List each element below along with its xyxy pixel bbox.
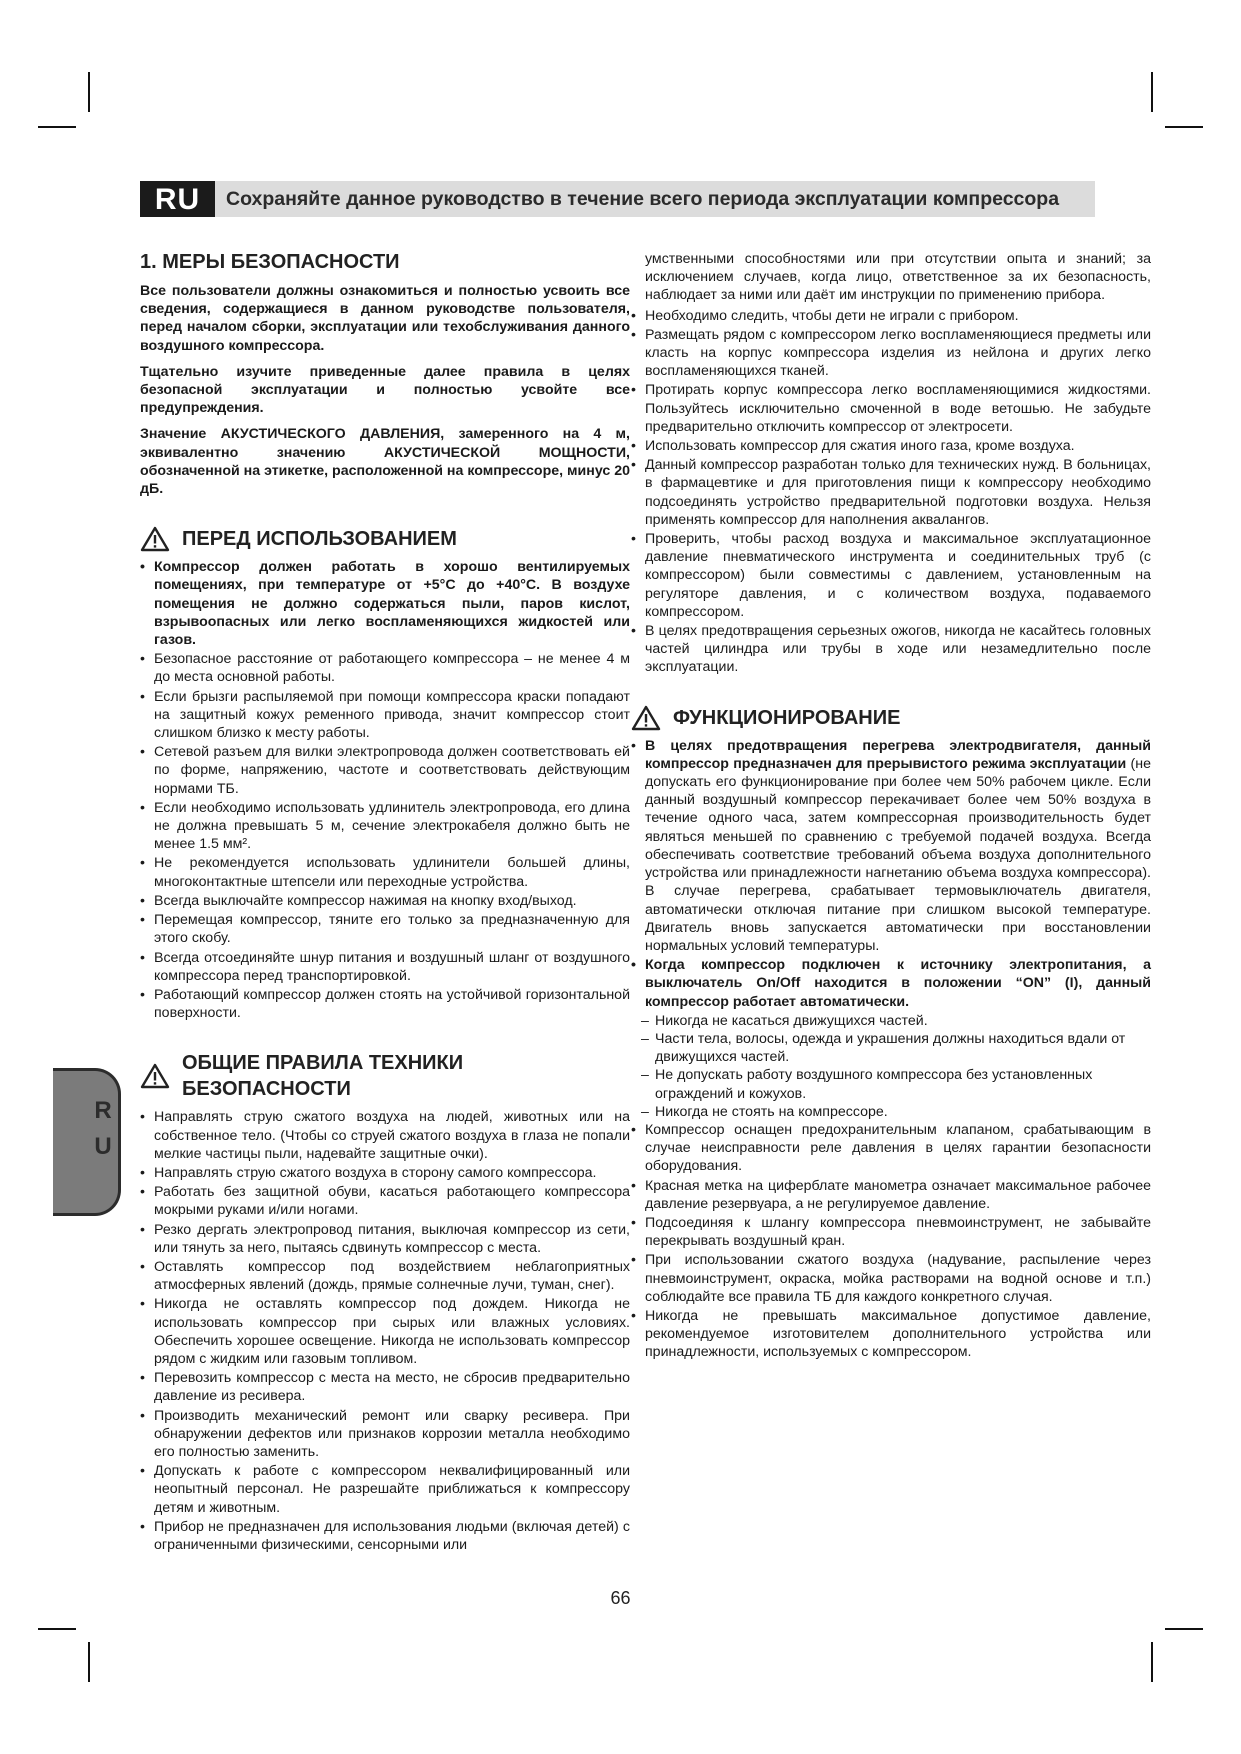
list-item: • Красная метка на циферблате манометра означает максимальное рабочее давление резервуара, а не регулируемое давление. — [631, 1177, 1151, 1213]
warning-icon — [631, 705, 661, 731]
operation-section — [631, 705, 1151, 1362]
list-item — [631, 737, 1151, 955]
list-item: • Компрессор должен работать в хорошо вентилируемых помещениях, при температуре от +5°C до +40°C. В воздухе помещения не должно содержаться пыли, паров кислот, взрывоопасных или легко воспламеняющихся жидкостей или газов. — [140, 558, 630, 649]
list-item: • Прибор не предназначен для использования людьми (включая детей) с ограниченными физическими, сенсорными или — [140, 1518, 630, 1554]
general-rules-list-continued — [631, 307, 1151, 677]
continuation-text: умственными способностями или при отсутствии опыта и знаний; за исключением случаев, когда лицо, ответственное за их безопасность, наблюдает за ними или даёт им инструкции по применению прибора. — [645, 251, 1151, 304]
crop-mark — [38, 126, 76, 128]
general-rules-title: ОБЩИЕ ПРАВИЛА ТЕХНИКИ БЕЗОПАСНОСТИ — [182, 1052, 464, 1101]
list-item: • Оставлять компрессор под воздействием неблагоприятных атмосферных явлений (дождь, прямые солнечные лучи, туман, снег). — [140, 1258, 630, 1294]
crop-mark — [38, 1628, 76, 1630]
list-item: • Не рекомендуется использовать удлинители большей длины, многоконтактные штепсели или переходные устройства. — [140, 854, 630, 890]
crop-mark — [1165, 1628, 1203, 1630]
operation-item-text: (не допускать его функционирование при более чем 50% рабочем цикле. Если данный воздушный компрессор перекачивает более чем 50% воздуха в течение одного часа, затем компрессорная производительность будет являться меньшей по сравнению с требуемой подачей воздуха. Всегда обеспечивать соответствие требований объема воздуха дополнительного устройства или принадлежности нагнетанию объема воздуха компрессора). В случае перегрева, срабатывает термовыключатель двигателя, автоматически отключая питание при слишком высокой температуре. Двигатель вновь запускается автоматически при восстановлении нормальных условий температуры. — [645, 755, 1151, 954]
language-tag: RU — [140, 181, 215, 217]
list-item: • Подсоединяя к шлангу компрессора пневмоинструмент, не забывайте перекрывать воздушный кран. — [631, 1214, 1151, 1250]
list-item: • Протирать корпус компрессора легко воспламеняющимися жидкостями. Пользуйтесь исключительно смоченной в воде ветошью. Не забудьте предварительно отключить компрессор от электросети. — [631, 381, 1151, 436]
operation-list-2 — [631, 1121, 1151, 1362]
dash-item: – Не допускать работу воздушного компрессора без установленных ограждений и кожухов. — [641, 1066, 1151, 1102]
crop-mark — [1151, 1642, 1153, 1682]
list-item: • Безопасное расстояние от работающего компрессора – не менее 4 м до места основной работы. — [140, 650, 630, 686]
list-item: • Сетевой разъем для вилки электропровода должен соответствовать ей по форме, напряжению, частоте и соответствовать действующим нормами ТБ. — [140, 743, 630, 798]
list-item: • Производить механический ремонт или сварку ресивера. При обнаружении дефектов или признаков коррозии металла необходимо его полностью заменить. — [140, 1407, 630, 1462]
list-item: • Данный компрессор разработан только для технических нужд. В больницах, в фармацевтике и для приготовления пищи к компрессору необходимо подсоединять устройство предварительной подготовки воздуха. Нельзя применять компрессор для наполнения аквалангов. — [631, 456, 1151, 529]
general-rules-heading — [140, 1050, 630, 1102]
right-column — [631, 250, 1151, 1363]
dash-item: – Никогда не стоять на компрессоре. — [641, 1103, 1151, 1121]
warning-icon — [140, 526, 170, 552]
side-language-tab — [53, 1068, 121, 1216]
header-bar — [140, 181, 1095, 217]
list-item: • Если необходимо использовать удлинитель электропровода, его длина не должна превышать 5 м, сечение электрокабеля должно быть не менее 1.5 мм². — [140, 799, 630, 854]
list-item: • Компрессор оснащен предохранительным клапаном, срабатывающим в случае неисправности реле давления в целях гарантии безопасности оборудования. — [631, 1121, 1151, 1176]
safety-intro-2: Тщательно изучите приведенные далее правила в целях безопасной эксплуатации и полностью усвойте все предупреждения. — [140, 363, 630, 417]
warning-icon — [140, 1063, 170, 1089]
list-item: • Необходимо следить, чтобы дети не играли с прибором. — [631, 307, 1151, 325]
safety-intro-1: Все пользователи должны ознакомиться и полностью усвоить все сведения, содержащиеся в данном руководстве пользователя, перед началом сборки, эксплуатации или техобслуживания данного воздушного компрессора. — [140, 283, 630, 354]
list-item: • Проверить, чтобы расход воздуха и максимальное эксплуатационное давление пневматического инструмента и соединительных труб (с компрессором) были совместимы с давлением, установленным на регуляторе давления, и с количеством воздуха, подаваемого компрессором. — [631, 530, 1151, 621]
side-tab-letter: R — [94, 1097, 112, 1124]
side-tab-letter: U — [94, 1133, 112, 1160]
page-number: 66 — [610, 1588, 631, 1608]
header-title: Сохраняйте данное руководство в течение всего периода эксплуатации компрессора — [226, 188, 1060, 210]
before-use-title: ПЕРЕД ИСПОЛЬЗОВАНИЕМ — [182, 528, 457, 551]
list-item: • Использовать компрессор для сжатия иного газа, кроме воздуха. — [631, 437, 1151, 455]
dash-item: – Части тела, волосы, одежда и украшения должны находиться вдали от движущихся частей. — [641, 1030, 1151, 1066]
safety-intro-3: Значение АКУСТИЧЕСКОГО ДАВЛЕНИЯ, замеренного на 4 м, эквивалентно значению АКУСТИЧЕСКОЙ МОЩНОСТИ, обозначенной на этикетке, расположенной на компрессоре, минус 20 дБ. — [140, 426, 630, 498]
list-item: • В целях предотвращения серьезных ожогов, никогда не касайтесь головных частей цилиндра или трубы в ходе или незамедлительно после эксплуатации. — [631, 622, 1151, 677]
list-item: • Перемещая компрессор, тяните его только за предназначенную для этого скобу. — [140, 911, 630, 947]
list-item: • Никогда не оставлять компрессор под дождем. Никогда не использовать компрессор при сырых или влажных условиях. Обеспечить хорошее освещение. Никогда не использовать компрессор рядом с жидким или газовым топливом. — [140, 1295, 630, 1368]
list-item: • Когда компрессор подключен к источнику электропитания, а выключатель On/Off находится в положении “ON” (I), данный компрессор работает автоматически. — [631, 956, 1151, 1011]
crop-mark — [1151, 72, 1153, 112]
before-use-heading — [140, 526, 630, 552]
dash-item: – Никогда не касаться движущихся частей. — [641, 1012, 1151, 1030]
operation-dash-list — [641, 1012, 1151, 1121]
list-item: • Перевозить компрессор с места на место, не сбросив предварительно давление из ресивера. — [140, 1369, 630, 1405]
list-item: • Работающий компрессор должен стоять на устойчивой горизонтальной поверхности. — [140, 986, 630, 1022]
list-item: • При использовании сжатого воздуха (надувание, распыление через пневмоинструмент, окраска, мойка растворами на водной основе и т.п.) соблюдайте все правила ТБ для каждого конкретного случая. — [631, 1251, 1151, 1306]
list-item: • Никогда не превышать максимальное допустимое давление, рекомендуемое изготовителем дополнительного устройства или принадлежности, используемых с компрессором. — [631, 1307, 1151, 1362]
list-item: • Допускать к работе с компрессором неквалифицированный или неопытный персонал. Не разрешайте приближаться к компрессору детям и животным. — [140, 1462, 630, 1517]
list-item: • Резко дергать электропровод питания, выключая компрессор из сети, или тянуть за него, пытаясь сдвинуть компрессор с места. — [140, 1221, 630, 1257]
list-item: • Размещать рядом с компрессором легко воспламеняющиеся предметы или класть на корпус компрессора изделия из нейлона и других легко воспламеняющихся тканей. — [631, 326, 1151, 381]
operation-item-bold: В целях предотвращения перегрева электродвигателя, данный компрессор предназначен для прерывистого режима эксплуатации — [645, 737, 1151, 772]
operation-title: ФУНКЦИОНИРОВАНИЕ — [673, 706, 901, 729]
crop-mark — [1165, 126, 1203, 128]
crop-mark — [88, 1642, 90, 1682]
list-item: • Если брызги распыляемой при помощи компрессора краски попадают на защитный кожух ременного привода, значит компрессор стоит слишком близко к месту работы. — [140, 688, 630, 743]
list-item: • Направлять струю сжатого воздуха на людей, животных или на собственное тело. (Чтобы со струей сжатого воздуха в глаза не попали мелкие частицы пыли, надевайте защитные очки). — [140, 1108, 630, 1163]
list-item: • Всегда отсоединяйте шнур питания и воздушный шланг от воздушного компрессора перед транспортировкой. — [140, 949, 630, 985]
general-rules-list — [140, 1108, 630, 1554]
list-item: • Всегда выключайте компрессор нажимая на кнопку вход/выход. — [140, 892, 630, 910]
operation-list — [631, 737, 1151, 1011]
before-use-list — [140, 558, 630, 1022]
before-use-section — [140, 526, 630, 1022]
operation-heading — [631, 705, 1151, 731]
crop-mark — [88, 72, 90, 112]
left-column — [140, 250, 630, 1555]
list-item: • Направлять струю сжатого воздуха в сторону самого компрессора. — [140, 1164, 630, 1182]
general-rules-section — [140, 1050, 630, 1554]
safety-title: 1. МЕРЫ БЕЗОПАСНОСТИ — [140, 251, 400, 273]
list-item: • Работать без защитной обуви, касаться работающего компрессора мокрыми руками и/или ногами. — [140, 1183, 630, 1219]
